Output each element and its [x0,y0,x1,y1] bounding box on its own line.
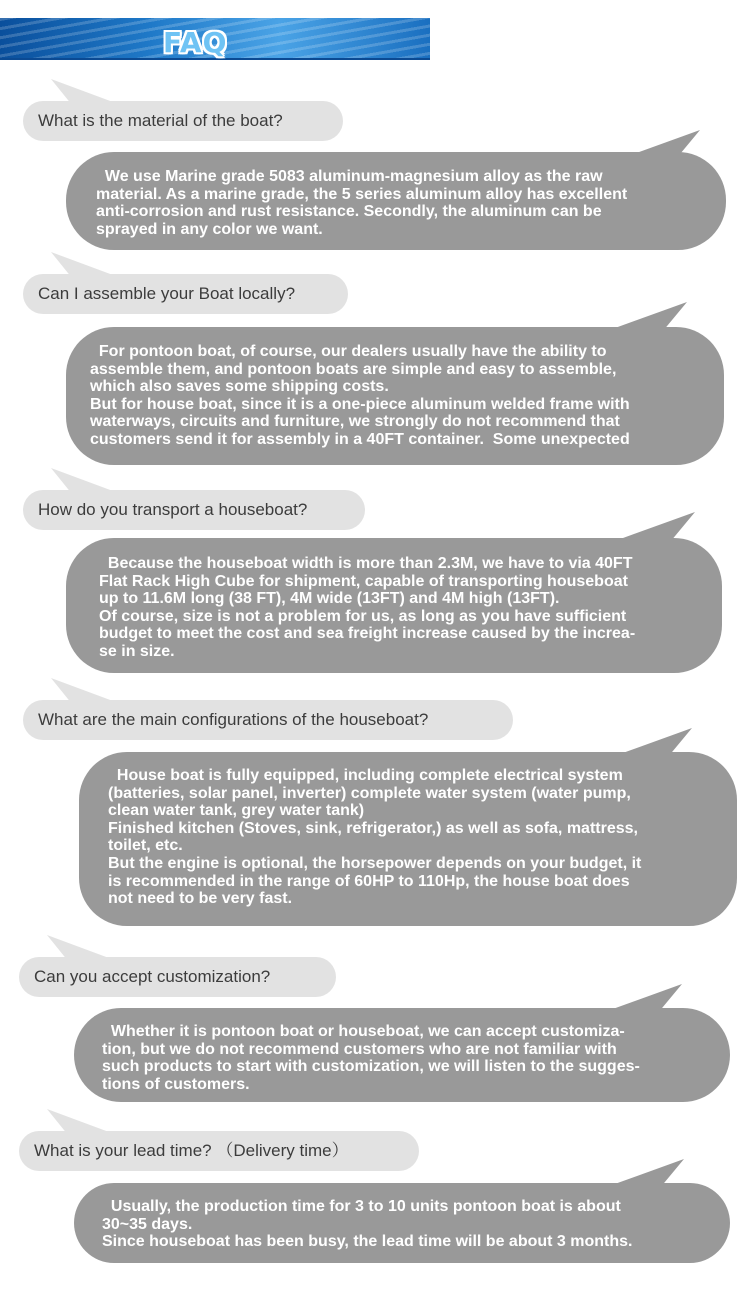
answer-text: For pontoon boat, of course, our dealers usually have the ability to assemble them, and pontoon boats are simple and easy to assemble, which also saves some shipping costs. But for house boat, since it is a one-piece aluminum welded frame with waterways, circuits and furniture, we strongly do not recommend that customers send it for assembly in a 40FT container. Some unexpected [90,343,630,448]
faq-header-banner [0,18,430,60]
question-bubble [19,1131,419,1171]
question-text: What are the main configurations of the houseboat? [38,710,429,729]
answer-bubble-tail [615,302,687,328]
question-text: Can you accept customization? [34,967,271,986]
question-text: What is your lead time? （Delivery time） [34,1141,349,1160]
answer-bubble-tail [620,728,692,754]
answer-bubble [79,752,737,926]
answer-bubble [74,1008,730,1102]
question-bubble [23,101,343,141]
question-text: Can I assemble your Boat locally? [38,284,296,303]
answer-bubble-tail [623,512,695,538]
answer-text: Because the houseboat width is more than 2.3M, we have to via 40FT Flat Rack High Cube for shipment, capable of transporting houseboat up to 11.6M long (38 FT), 4M wide (13FT) and 4M high (13FT). Of course, size is not a problem for us, as long as you have sufficient budget to meet the cost and sea freight increase caused by the increa- se in size. [99,555,636,660]
answer-bubble [66,538,722,673]
faq-title: FAQ [163,26,228,59]
answer-bubble [66,152,726,250]
answer-text: House boat is fully equipped, including complete electrical system (batteries, solar panel, inverter) complete water system (water pump, clean water tank, grey water tank) Finished kitchen (Stoves, sink, refrigerator,) as well as sofa, mattress, toilet, etc. But the engine is optional, the horsepower depends on your budget, it is recommended in the range of 60HP to 110Hp, the house boat does not need to be very fast. [108,767,642,908]
question-text: How do you transport a houseboat? [38,500,308,519]
question-bubble [23,274,348,314]
answer-bubble-tail [610,984,682,1010]
answer-bubble-tail [612,1159,684,1185]
answer-bubble [66,327,724,465]
answer-text: Whether it is pontoon boat or houseboat, we can accept customiza- tion, but we do not recommend customers who are not familiar with such products to start with customization, we will listen to the sugges- tions of customers. [102,1023,640,1093]
question-bubble [23,490,365,530]
answer-text: Usually, the production time for 3 to 10 units pontoon boat is about 30~35 days. Since houseboat has been busy, the lead time will be about 3 months. [102,1198,633,1251]
answer-bubble [74,1183,730,1263]
question-bubble [23,700,513,740]
answer-text: We use Marine grade 5083 aluminum-magnesium alloy as the raw material. As a marine grade, the 5 series aluminum alloy has excellent anti-corrosion and rust resistance. Secondly, the aluminum can be sprayed in any color we want. [96,168,628,238]
question-text: What is the material of the boat? [38,111,283,130]
question-bubble [19,957,336,997]
